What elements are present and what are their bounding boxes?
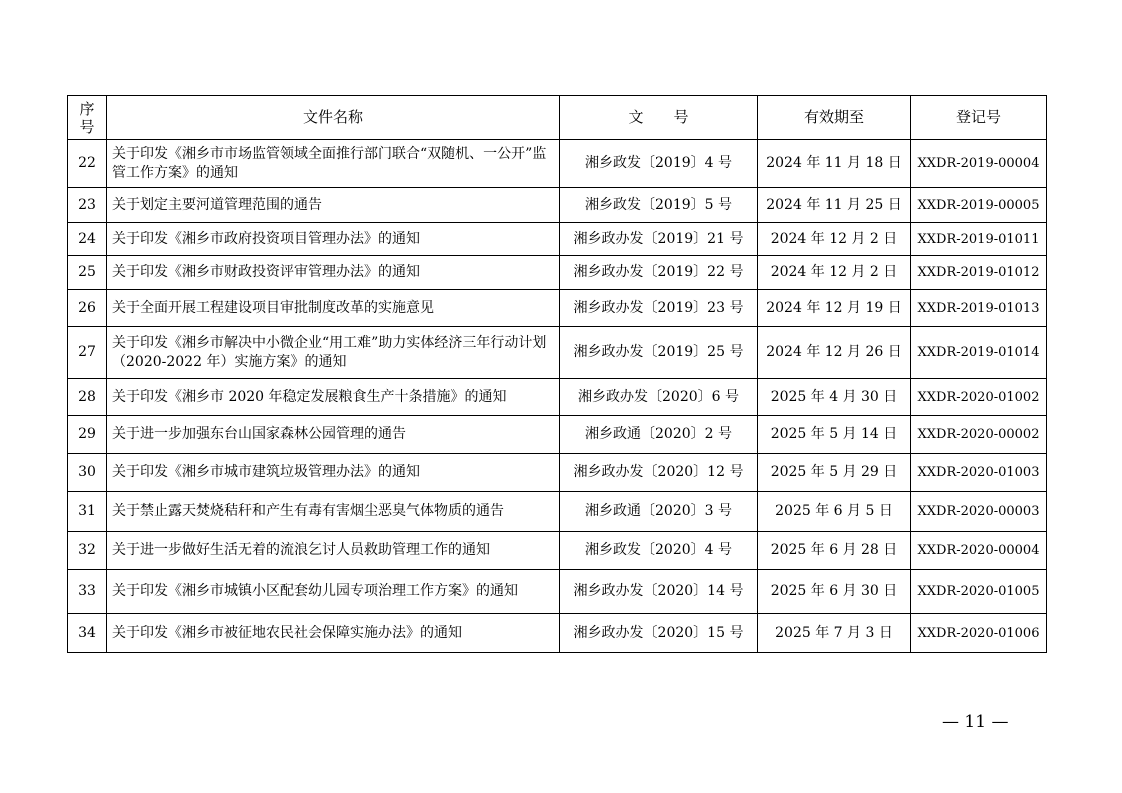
cell-doc-number: 湘乡政办发〔2020〕6 号 — [560, 379, 758, 416]
cell-doc-number: 湘乡政办发〔2019〕25 号 — [560, 327, 758, 379]
cell-seq: 22 — [68, 140, 107, 188]
table-row — [68, 140, 1047, 188]
header-name: 文件名称 — [107, 96, 560, 140]
cell-doc-number: 湘乡政通〔2020〕2 号 — [560, 416, 758, 454]
table-row — [68, 327, 1047, 379]
cell-registration-number: XXDR-2019-00005 — [911, 188, 1047, 223]
cell-file-name: 关于印发《湘乡市 2020 年稳定发展粮食生产十条措施》的通知 — [107, 379, 560, 416]
cell-registration-number: XXDR-2020-00002 — [911, 416, 1047, 454]
cell-doc-number: 湘乡政办发〔2020〕14 号 — [560, 570, 758, 614]
cell-seq: 26 — [68, 290, 107, 327]
cell-file-name: 关于印发《湘乡市城镇小区配套幼儿园专项治理工作方案》的通知 — [107, 570, 560, 614]
cell-valid-until: 2024 年 11 月 18 日 — [758, 140, 911, 188]
cell-doc-number: 湘乡政办发〔2020〕12 号 — [560, 454, 758, 492]
cell-valid-until: 2025 年 6 月 30 日 — [758, 570, 911, 614]
cell-file-name: 关于进一步加强东台山国家森林公园管理的通告 — [107, 416, 560, 454]
cell-registration-number: XXDR-2020-00003 — [911, 492, 1047, 532]
cell-file-name: 关于印发《湘乡市城市建筑垃圾管理办法》的通知 — [107, 454, 560, 492]
cell-file-name: 关于印发《湘乡市市场监管领域全面推行部门联合“双随机、一公开”监管工作方案》的通知 — [107, 140, 560, 188]
table-row — [68, 454, 1047, 492]
cell-seq: 30 — [68, 454, 107, 492]
cell-registration-number: XXDR-2020-01003 — [911, 454, 1047, 492]
cell-doc-number: 湘乡政发〔2020〕4 号 — [560, 532, 758, 570]
cell-doc-number: 湘乡政办发〔2019〕22 号 — [560, 256, 758, 290]
cell-valid-until: 2025 年 6 月 28 日 — [758, 532, 911, 570]
cell-doc-number: 湘乡政办发〔2019〕21 号 — [560, 223, 758, 256]
cell-file-name: 关于全面开展工程建设项目审批制度改革的实施意见 — [107, 290, 560, 327]
cell-registration-number: XXDR-2020-00004 — [911, 532, 1047, 570]
cell-doc-number: 湘乡政发〔2019〕4 号 — [560, 140, 758, 188]
cell-file-name: 关于印发《湘乡市财政投资评审管理办法》的通知 — [107, 256, 560, 290]
table-row — [68, 570, 1047, 614]
cell-registration-number: XXDR-2019-00004 — [911, 140, 1047, 188]
table-row — [68, 290, 1047, 327]
table-row — [68, 614, 1047, 653]
cell-file-name: 关于印发《湘乡市解决中小微企业“用工难”助力实体经济三年行动计划（2020-2022 年）实施方案》的通知 — [107, 327, 560, 379]
cell-file-name: 关于印发《湘乡市政府投资项目管理办法》的通知 — [107, 223, 560, 256]
table-row — [68, 188, 1047, 223]
cell-valid-until: 2024 年 12 月 2 日 — [758, 256, 911, 290]
cell-registration-number: XXDR-2019-01013 — [911, 290, 1047, 327]
cell-valid-until: 2025 年 4 月 30 日 — [758, 379, 911, 416]
cell-seq: 25 — [68, 256, 107, 290]
cell-valid-until: 2024 年 12 月 2 日 — [758, 223, 911, 256]
table-body — [68, 140, 1047, 653]
cell-doc-number: 湘乡政通〔2020〕3 号 — [560, 492, 758, 532]
table-row — [68, 492, 1047, 532]
header-valid: 有效期至 — [758, 96, 911, 140]
cell-valid-until: 2025 年 7 月 3 日 — [758, 614, 911, 653]
cell-doc-number: 湘乡政发〔2019〕5 号 — [560, 188, 758, 223]
cell-seq: 27 — [68, 327, 107, 379]
cell-seq: 24 — [68, 223, 107, 256]
table-header-row — [68, 96, 1047, 140]
cell-registration-number: XXDR-2020-01006 — [911, 614, 1047, 653]
table-row — [68, 223, 1047, 256]
cell-file-name: 关于禁止露天焚烧秸秆和产生有毒有害烟尘恶臭气体物质的通告 — [107, 492, 560, 532]
cell-seq: 31 — [68, 492, 107, 532]
cell-file-name: 关于划定主要河道管理范围的通告 — [107, 188, 560, 223]
cell-file-name: 关于印发《湘乡市被征地农民社会保障实施办法》的通知 — [107, 614, 560, 653]
cell-seq: 33 — [68, 570, 107, 614]
cell-valid-until: 2025 年 6 月 5 日 — [758, 492, 911, 532]
header-reg: 登记号 — [911, 96, 1047, 140]
cell-seq: 32 — [68, 532, 107, 570]
cell-file-name: 关于进一步做好生活无着的流浪乞讨人员救助管理工作的通知 — [107, 532, 560, 570]
header-docno: 文 号 — [560, 96, 758, 140]
table-row — [68, 256, 1047, 290]
cell-registration-number: XXDR-2019-01014 — [911, 327, 1047, 379]
cell-doc-number: 湘乡政办发〔2020〕15 号 — [560, 614, 758, 653]
cell-doc-number: 湘乡政办发〔2019〕23 号 — [560, 290, 758, 327]
cell-seq: 34 — [68, 614, 107, 653]
cell-seq: 23 — [68, 188, 107, 223]
page-number: — 11 — — [942, 712, 1009, 732]
document-table — [67, 95, 1047, 653]
header-seq: 序号 — [68, 96, 107, 140]
cell-registration-number: XXDR-2020-01005 — [911, 570, 1047, 614]
cell-valid-until: 2024 年 12 月 26 日 — [758, 327, 911, 379]
table-row — [68, 379, 1047, 416]
table-row — [68, 532, 1047, 570]
table-row — [68, 416, 1047, 454]
cell-registration-number: XXDR-2019-01012 — [911, 256, 1047, 290]
cell-valid-until: 2024 年 11 月 25 日 — [758, 188, 911, 223]
cell-registration-number: XXDR-2020-01002 — [911, 379, 1047, 416]
cell-valid-until: 2025 年 5 月 29 日 — [758, 454, 911, 492]
cell-seq: 29 — [68, 416, 107, 454]
cell-seq: 28 — [68, 379, 107, 416]
cell-valid-until: 2024 年 12 月 19 日 — [758, 290, 911, 327]
cell-registration-number: XXDR-2019-01011 — [911, 223, 1047, 256]
cell-valid-until: 2025 年 5 月 14 日 — [758, 416, 911, 454]
